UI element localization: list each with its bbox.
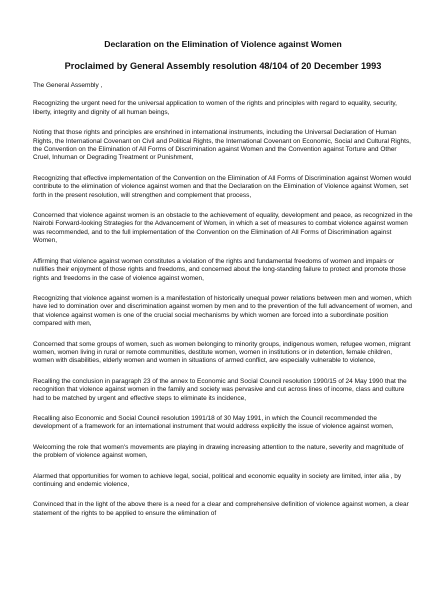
paragraph-recognizing-urgent-need: Recognizing the urgent need for the universal application to women of the rights and principles with regard to equality, security, liberty, integrity and dignity of all human beings, [33, 100, 397, 116]
paragraph-concerned-obstacle: Concerned that violence against women is an obstacle to the achievement of equality, development and peace, as recognized in the Nairobi Forward-looking Strategies for the Advancement of Women, in which a set of measures to combat violence against women was recommended, and to the full implementation of the Convention on the Elimination of All Forms of Discrimination against Women, [33, 212, 413, 245]
paragraph-alarmed-opportunities: Alarmed that opportunities for women to achieve legal, social, political and economic equality in society are limited, inter alia , by continuing and endemic violence, [33, 472, 402, 488]
paragraph-concerned-groups: Concerned that some groups of women, such as women belonging to minority groups, indigenous women, refugee women, migrant women, women living in rural or remote communities, destitute women, women in institutions or in detention, female children, women with disabilities, elderly women and women in situations of armed conflict, are especially vulnerable to violence, [33, 340, 411, 365]
paragraph-recognizing-implementation: Recognizing that effective implementation of the Convention on the Elimination of All Forms of Discrimination against Women would contribute to the elimination of violence against women and that the Declaration on the Elimination of Violence against Women, set forth in the present resolution, will strengthen and complement that process, [33, 174, 412, 199]
paragraph-recalling-also: Recalling also Economic and Social Council resolution 1991/18 of 30 May 1991, in which the Council recommended the development of a framework for an international instrument that would address explicitly the issue of violence against women, [33, 414, 394, 431]
paragraph-affirming-violation: Affirming that violence against women constitutes a violation of the rights and fundamental freedoms of women and impairs or nullifies their enjoyment of those rights and freedoms, and concerned about the long-standing failure to protect and promote those rights and freedoms in the case of violence against women, [33, 257, 406, 282]
assembly-line: The General Assembly , [33, 82, 103, 89]
paragraph-welcoming-role: Welcoming the role that women's movements are playing in drawing increasing attention to the nature, severity and magnitude of the problem of violence against women, [33, 443, 404, 460]
paragraph-recognizing-manifestation: Recognizing that violence against women is a manifestation of historically unequal power relations between men and women, which have led to domination over and discrimination against women by men and to the prevention of the full advancement of women, and that violence against women is one of the crucial social mechanisms by which women are forced into a subordinate position compared with men, [33, 294, 413, 328]
document-title: Declaration on the Elimination of Violence against Women [104, 39, 342, 49]
paragraph-recalling-conclusion: Recalling the conclusion in paragraph 23 of the annex to Economic and Social Council resolution 1990/15 of 24 May 1990 that the recognition that violence against women in the family and society was pervasive and cut across lines of income, class and culture had to be matched by urgent and effective steps to eliminate its incidence, [33, 377, 407, 402]
document-subtitle: Proclaimed by General Assembly resolution 48/104 of 20 December 1993 [64, 61, 382, 71]
paragraph-convinced-need: Convinced that in the light of the above there is a need for a clear and comprehensive definition of violence against women, a clear statement of the rights to be applied to ensure the elimination of [33, 501, 409, 517]
paragraph-noting-rights: Noting that those rights and principles are enshrined in international instruments, including the Universal Declaration of Human Rights, the International Covenant on Civil and Political Rights, the International Covenant on Economic, Social and Cultural Rights, the Convention on the Elimination of All Forms of Discrimination against Women and the Convention against Torture and Other Cruel, Inhuman or Degrading Treatment or Punishment, [33, 129, 411, 162]
